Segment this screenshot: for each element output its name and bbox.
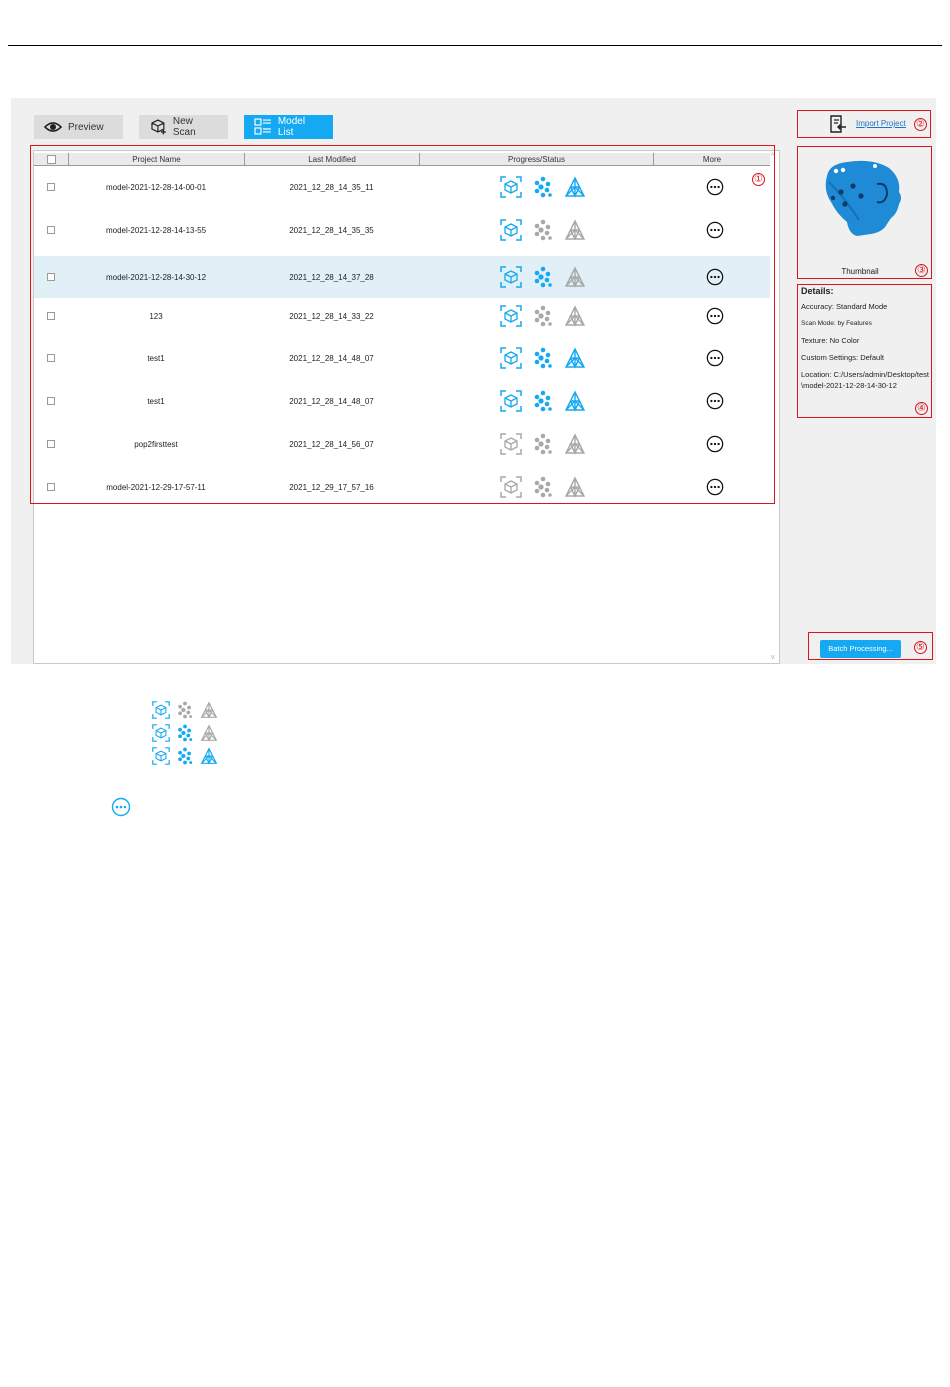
- model-list-button[interactable]: Model List: [244, 115, 333, 139]
- row-project-name: 123: [149, 312, 163, 321]
- details-texture: Texture: No Color: [801, 336, 860, 345]
- new-scan-button[interactable]: New Scan: [139, 115, 228, 139]
- annotation-box-model-list: [30, 145, 775, 504]
- details-panel: [801, 286, 933, 397]
- row-last-modified: 2021_12_28_14_35_35: [289, 226, 374, 235]
- callout-3: ③: [915, 264, 928, 277]
- column-header-more[interactable]: More: [653, 153, 770, 166]
- row-project-name: model-2021-12-28-14-00-01: [105, 183, 207, 192]
- details-title: Details:: [801, 286, 834, 296]
- row-last-modified: 2021_12_28_14_35_11: [289, 183, 374, 192]
- point-cloud-status-icon: [176, 701, 194, 719]
- callout-2: ②: [914, 118, 927, 131]
- scroll-up-arrow[interactable]: ^: [771, 153, 775, 160]
- row-last-modified: 2021_12_28_14_56_07: [289, 440, 374, 449]
- eye-icon: [44, 121, 62, 133]
- scan-status-icon: [152, 724, 170, 742]
- scroll-down-arrow[interactable]: v: [771, 654, 775, 661]
- scan-status-icon: [152, 701, 170, 719]
- mesh-status-icon: [200, 701, 218, 719]
- scan-status-icon: [152, 747, 170, 765]
- point-cloud-status-icon: [176, 747, 194, 765]
- row-last-modified: 2021_12_28_14_33_22: [289, 312, 374, 321]
- import-icon[interactable]: [828, 114, 848, 134]
- row-last-modified: 2021_12_28_14_37_28: [289, 273, 374, 282]
- page-top-rule: [8, 45, 942, 46]
- row-last-modified: 2021_12_29_17_57_16: [289, 483, 374, 492]
- details-accuracy: Accuracy: Standard Mode: [801, 302, 888, 311]
- model-thumbnail-image[interactable]: [815, 158, 915, 238]
- legend-row-scanned: [152, 701, 218, 719]
- column-header-project-name[interactable]: Project Name: [68, 153, 244, 166]
- details-custom-settings: Custom Settings: Default: [801, 353, 884, 362]
- point-cloud-status-icon: [176, 724, 194, 742]
- row-last-modified: 2021_12_28_14_48_07: [289, 354, 374, 363]
- mesh-status-icon: [200, 724, 218, 742]
- column-header-progress-status[interactable]: Progress/Status: [419, 153, 653, 166]
- row-project-name: test1: [147, 354, 165, 363]
- details-location: Location: C:/Users/admin/Desktop/test\model-2021-12-28-14-30-12: [801, 370, 929, 390]
- row-project-name: model-2021-12-28-14-30-12: [105, 273, 207, 282]
- row-project-name: test1: [147, 397, 165, 406]
- legend-more-icon: [111, 797, 131, 817]
- row-project-name: model-2021-12-28-14-13-55: [105, 226, 207, 235]
- column-header-last-modified[interactable]: Last Modified: [244, 153, 419, 166]
- legend-row-all-complete: [152, 747, 218, 765]
- row-last-modified: 2021_12_28_14_48_07: [289, 397, 374, 406]
- callout-1: ①: [752, 173, 765, 186]
- callout-4: ④: [915, 402, 928, 415]
- new-scan-icon: [149, 118, 167, 136]
- thumbnail-label: Thumbnail: [841, 267, 879, 276]
- details-scan-mode: Scan Mode: by Features: [801, 320, 872, 327]
- callout-5: ⑤: [914, 641, 927, 654]
- mesh-status-icon: [200, 747, 218, 765]
- row-project-name: pop2firsttest: [134, 440, 178, 449]
- row-project-name: model-2021-12-29-17-57-11: [106, 483, 206, 492]
- batch-processing-button[interactable]: Batch Processing...: [820, 640, 901, 658]
- preview-button[interactable]: Preview: [34, 115, 123, 139]
- model-list-icon: [254, 118, 272, 136]
- import-project-link[interactable]: Import Project: [856, 119, 906, 128]
- legend-row-point-cloud: [152, 724, 218, 742]
